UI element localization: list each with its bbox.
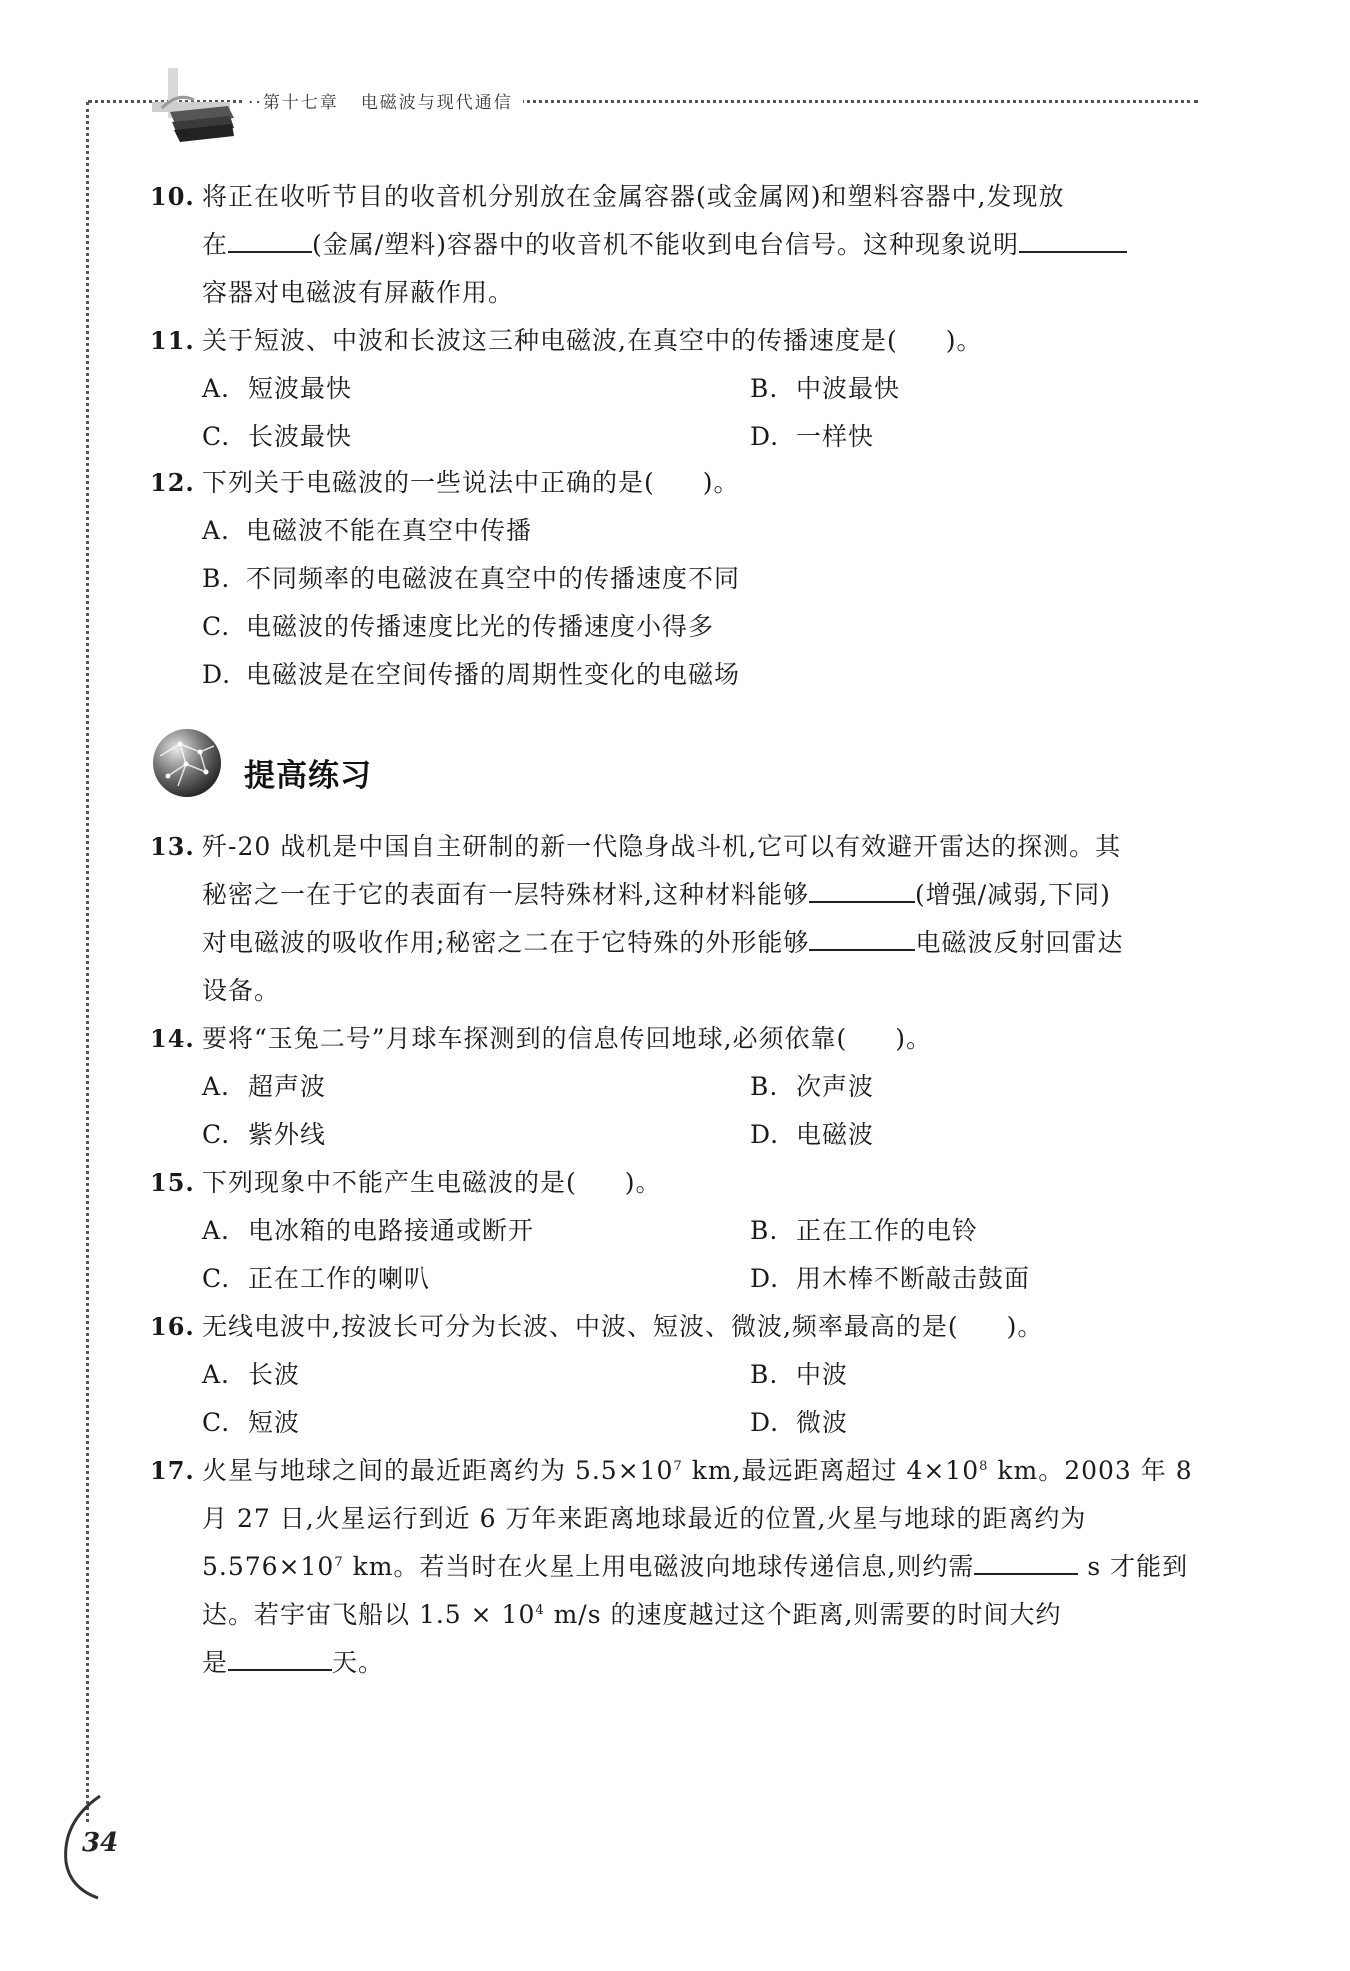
question-10 bbox=[150, 173, 1200, 317]
question-text: (增强/减弱,下同) bbox=[914, 880, 1111, 909]
running-header: ··第十七章 电磁波与现代通信 bbox=[242, 88, 523, 114]
question-text: 达。若宇宙飞船以 1.5 × 10 bbox=[202, 1600, 536, 1629]
option-text: 用木棒不断敲击鼓面 bbox=[796, 1264, 1031, 1293]
option-a[interactable] bbox=[202, 1351, 300, 1399]
question-text: m/s 的速度越过这个距离,则需要的时间大约 bbox=[544, 1600, 1062, 1629]
option-row bbox=[150, 1063, 1200, 1111]
option-label: A. bbox=[202, 1360, 231, 1389]
option-b[interactable] bbox=[750, 1063, 874, 1111]
question-11 bbox=[150, 317, 1200, 461]
option-text: 电磁波 bbox=[796, 1120, 875, 1149]
option-c[interactable] bbox=[202, 1111, 326, 1159]
option-label: C. bbox=[202, 1264, 231, 1293]
option-text: 电磁波的传播速度比光的传播速度小得多 bbox=[246, 612, 715, 641]
option-text: 正在工作的喇叭 bbox=[248, 1264, 431, 1293]
option-label: C. bbox=[202, 1120, 231, 1149]
option-label: B. bbox=[750, 1360, 779, 1389]
option-label: A. bbox=[202, 374, 231, 403]
question-14 bbox=[150, 1015, 1200, 1159]
option-b[interactable] bbox=[750, 365, 900, 413]
question-text: )。 bbox=[945, 326, 983, 355]
question-number: 14. bbox=[150, 1024, 195, 1053]
answer-blank[interactable] bbox=[809, 871, 915, 903]
option-a[interactable] bbox=[150, 507, 1200, 555]
header-title: 电磁波与现代通信 bbox=[360, 93, 513, 113]
option-text: 紫外线 bbox=[248, 1120, 327, 1149]
question-text: s 才能到 bbox=[1078, 1552, 1189, 1581]
option-a[interactable] bbox=[202, 1063, 326, 1111]
option-row bbox=[150, 1351, 1200, 1399]
globe-icon bbox=[150, 726, 224, 800]
answer-blank[interactable] bbox=[974, 1543, 1078, 1575]
question-number: 15. bbox=[150, 1168, 195, 1197]
option-a[interactable] bbox=[202, 1207, 534, 1255]
option-label: D. bbox=[202, 660, 232, 689]
option-row bbox=[150, 1207, 1200, 1255]
option-d[interactable] bbox=[750, 1255, 1030, 1303]
question-15 bbox=[150, 1159, 1200, 1303]
question-text: 火星与地球之间的最近距离约为 5.5×10 bbox=[202, 1456, 674, 1485]
question-text: 是 bbox=[202, 1648, 229, 1677]
question-text: 下列关于电磁波的一些说法中正确的是( bbox=[202, 468, 655, 497]
question-text: 设备。 bbox=[202, 976, 281, 1005]
option-text: 正在工作的电铃 bbox=[796, 1216, 979, 1245]
exponent: 7 bbox=[673, 1459, 683, 1474]
option-c[interactable] bbox=[202, 1255, 430, 1303]
question-number: 11. bbox=[150, 326, 195, 355]
question-text: )。 bbox=[1006, 1312, 1044, 1341]
option-d[interactable] bbox=[750, 1111, 874, 1159]
option-row bbox=[150, 413, 1200, 461]
option-d[interactable] bbox=[750, 1399, 848, 1447]
option-text: 超声波 bbox=[248, 1072, 327, 1101]
option-label: B. bbox=[750, 1216, 779, 1245]
question-text: 关于短波、中波和长波这三种电磁波,在真空中的传播速度是( bbox=[202, 326, 898, 355]
option-label: D. bbox=[750, 422, 780, 451]
option-label: C. bbox=[202, 612, 231, 641]
question-12 bbox=[150, 459, 1200, 699]
answer-blank[interactable] bbox=[228, 1639, 332, 1671]
question-13 bbox=[150, 823, 1200, 1015]
option-text: 中波最快 bbox=[796, 374, 901, 403]
question-text: 电磁波反射回雷达 bbox=[915, 928, 1124, 957]
answer-blank[interactable] bbox=[1019, 221, 1127, 253]
question-text: 容器对电磁波有屏蔽作用。 bbox=[202, 278, 515, 307]
question-number: 12. bbox=[150, 468, 195, 497]
option-c[interactable] bbox=[150, 603, 1200, 651]
option-label: C. bbox=[202, 422, 231, 451]
option-text: 中波 bbox=[796, 1360, 849, 1389]
option-a[interactable] bbox=[202, 365, 352, 413]
option-row bbox=[150, 365, 1200, 413]
option-label: C. bbox=[202, 1408, 231, 1437]
question-text: )。 bbox=[702, 468, 740, 497]
question-text: 对电磁波的吸收作用;秘密之二在于它特殊的外形能够 bbox=[202, 928, 810, 957]
option-c[interactable] bbox=[202, 413, 352, 461]
option-row bbox=[150, 1111, 1200, 1159]
question-text: )。 bbox=[895, 1024, 933, 1053]
option-b[interactable] bbox=[150, 555, 1200, 603]
exponent: 4 bbox=[535, 1603, 545, 1618]
option-text: 电磁波不能在真空中传播 bbox=[246, 516, 533, 545]
option-text: 微波 bbox=[796, 1408, 849, 1437]
answer-blank[interactable] bbox=[228, 221, 312, 253]
question-text: km。2003 年 8 bbox=[988, 1456, 1193, 1485]
margin-dotted-rule bbox=[86, 102, 89, 1822]
section-title: 提高练习 bbox=[244, 758, 372, 794]
option-text: 不同频率的电磁波在真空中的传播速度不同 bbox=[246, 564, 741, 593]
question-text: 5.576×10 bbox=[202, 1552, 335, 1581]
option-d[interactable] bbox=[150, 651, 1200, 699]
option-text: 长波最快 bbox=[248, 422, 353, 451]
question-17 bbox=[150, 1447, 1200, 1687]
question-number: 13. bbox=[150, 832, 195, 861]
option-label: A. bbox=[202, 1216, 231, 1245]
page-number: 34 bbox=[82, 1828, 119, 1858]
header-chapter: 第十七章 bbox=[262, 93, 339, 113]
question-number: 16. bbox=[150, 1312, 195, 1341]
option-label: A. bbox=[202, 1072, 231, 1101]
option-label: B. bbox=[750, 374, 779, 403]
books-icon bbox=[148, 62, 238, 144]
answer-blank[interactable] bbox=[809, 919, 915, 951]
option-row bbox=[150, 1399, 1200, 1447]
option-text: 次声波 bbox=[796, 1072, 875, 1101]
question-number: 10. bbox=[150, 182, 195, 211]
question-text: 要将“玉兔二号”月球车探测到的信息传回地球,必须依靠( bbox=[202, 1024, 848, 1053]
question-text: 秘密之一在于它的表面有一层特殊材料,这种材料能够 bbox=[202, 880, 809, 909]
question-16 bbox=[150, 1303, 1200, 1447]
option-text: 长波 bbox=[248, 1360, 301, 1389]
option-label: B. bbox=[202, 564, 231, 593]
option-label: B. bbox=[750, 1072, 779, 1101]
exponent: 8 bbox=[979, 1459, 989, 1474]
option-d[interactable] bbox=[750, 413, 874, 461]
option-text: 一样快 bbox=[796, 422, 875, 451]
option-row bbox=[150, 1255, 1200, 1303]
option-label: D. bbox=[750, 1408, 780, 1437]
question-text: 下列现象中不能产生电磁波的是( bbox=[202, 1168, 577, 1197]
question-text: km,最远距离超过 4×10 bbox=[682, 1456, 980, 1485]
option-label: A. bbox=[202, 516, 231, 545]
question-text: 无线电波中,按波长可分为长波、中波、短波、微波,频率最高的是( bbox=[202, 1312, 959, 1341]
question-number: 17. bbox=[150, 1456, 195, 1485]
option-label: D. bbox=[750, 1120, 780, 1149]
exponent: 7 bbox=[334, 1555, 344, 1570]
question-text: km。若当时在火星上用电磁波向地球传递信息,则约需 bbox=[343, 1552, 975, 1581]
question-text: 歼-20 战机是中国自主研制的新一代隐身战斗机,它可以有效避开雷达的探测。其 bbox=[202, 832, 1122, 861]
option-text: 电冰箱的电路接通或断开 bbox=[248, 1216, 535, 1245]
option-text: 短波最快 bbox=[248, 374, 353, 403]
option-b[interactable] bbox=[750, 1351, 848, 1399]
option-text: 短波 bbox=[248, 1408, 301, 1437]
question-text: 在 bbox=[202, 230, 229, 259]
option-b[interactable] bbox=[750, 1207, 978, 1255]
option-text: 电磁波是在空间传播的周期性变化的电磁场 bbox=[246, 660, 741, 689]
question-text: 将正在收听节目的收音机分别放在金属容器(或金属网)和塑料容器中,发现放 bbox=[202, 182, 1065, 211]
option-c[interactable] bbox=[202, 1399, 300, 1447]
question-text: (金属/塑料)容器中的收音机不能收到电台信号。这种现象说明 bbox=[312, 230, 1019, 259]
question-text: 月 27 日,火星运行到近 6 万年来距离地球最近的位置,火星与地球的距离约为 bbox=[202, 1504, 1087, 1533]
option-label: D. bbox=[750, 1264, 780, 1293]
question-text: )。 bbox=[624, 1168, 662, 1197]
question-text: 天。 bbox=[332, 1648, 385, 1677]
